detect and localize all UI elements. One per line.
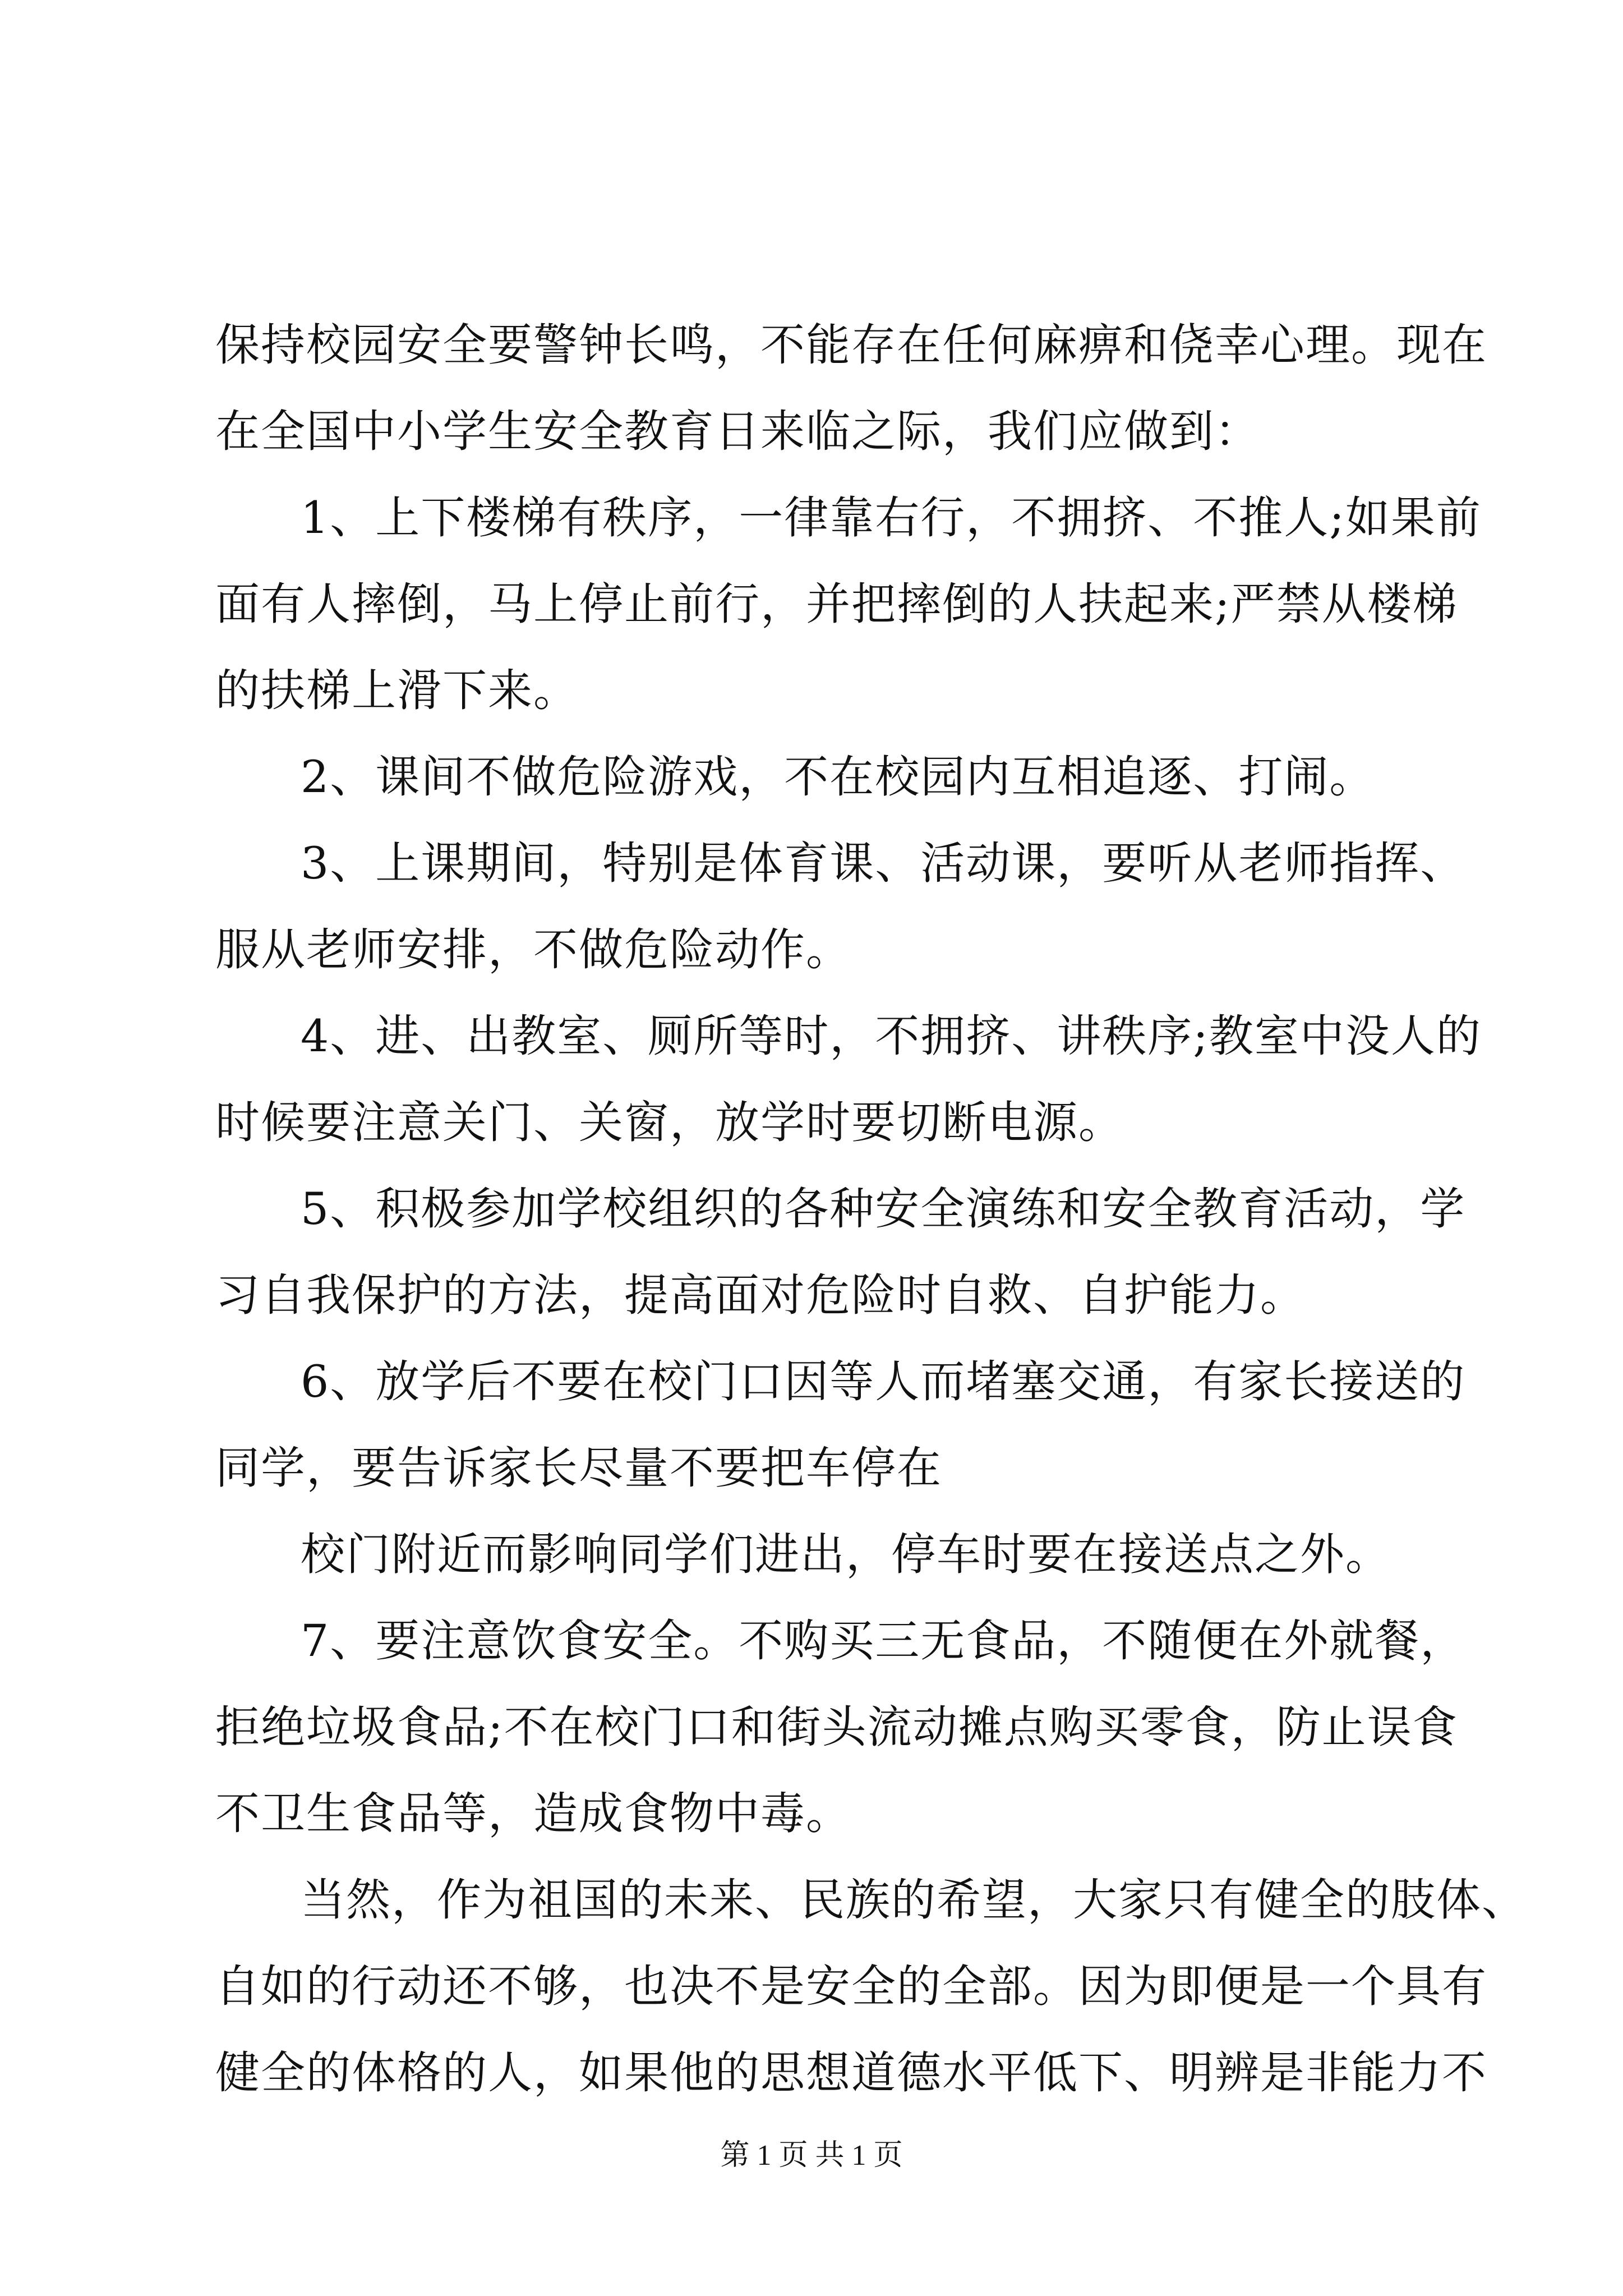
document-body — [215, 302, 1527, 2116]
text-line-6: 2、课间不做危险游戏，不在校园内互相追逐、打闹。 — [301, 751, 1375, 803]
text-line-7: 3、上课期间，特别是体育课、活动课，要听从老师指挥、 — [301, 838, 1466, 889]
text-line-1: 保持校园安全要警钟长鸣，不能存在任何麻痹和侥幸心理。现在 — [215, 319, 1487, 371]
text-line-14: 同学，要告诉家长尽量不要把车停在 — [215, 1442, 942, 1494]
text-line-17: 拒绝垃圾食品;不在校门口和街头流动摊点购买零食，防止误食 — [215, 1701, 1458, 1753]
text-line-15: 校门附近而影响同学们进出，停车时要在接送点之外。 — [301, 1529, 1391, 1580]
text-line-2: 在全国中小学生安全教育日来临之际，我们应做到： — [215, 406, 1260, 457]
text-line-21: 健全的体格的人，如果他的思想道德水平低下、明辨是非能力不 — [215, 2047, 1487, 2099]
text-line-13: 6、放学后不要在校门口因等人而堵塞交通，有家长接送的 — [301, 1356, 1466, 1407]
text-line-20: 自如的行动还不够，也决不是安全的全部。因为即便是一个具有 — [215, 1961, 1487, 2012]
page-footer: 第 1 页 共 1 页 — [720, 2139, 903, 2171]
text-line-9: 4、进、出教室、厕所等时，不拥挤、讲秩序;教室中没人的 — [301, 1010, 1482, 1062]
text-line-5: 的扶梯上滑下来。 — [215, 665, 579, 716]
text-line-12: 习自我保护的方法，提高面对危险时自救、自护能力。 — [215, 1269, 1306, 1321]
text-line-18: 不卫生食品等，造成食物中毒。 — [215, 1788, 851, 1839]
text-line-8: 服从老师安排，不做危险动作。 — [215, 924, 851, 976]
text-line-16: 7、要注意饮食安全。不购买三无食品，不随便在外就餐， — [301, 1615, 1466, 1667]
text-line-4: 面有人摔倒，马上停止前行，并把摔倒的人扶起来;严禁从楼梯 — [215, 578, 1458, 630]
text-line-10: 时候要注意关门、关窗，放学时要切断电源。 — [215, 1097, 1124, 1148]
text-line-19: 当然，作为祖国的未来、民族的希望，大家只有健全的肢体、 — [301, 1874, 1527, 1926]
text-line-3: 1、上下楼梯有秩序，一律靠右行，不拥挤、不推人;如果前 — [301, 492, 1482, 544]
text-line-11: 5、积极参加学校组织的各种安全演练和安全教育活动，学 — [301, 1183, 1466, 1235]
